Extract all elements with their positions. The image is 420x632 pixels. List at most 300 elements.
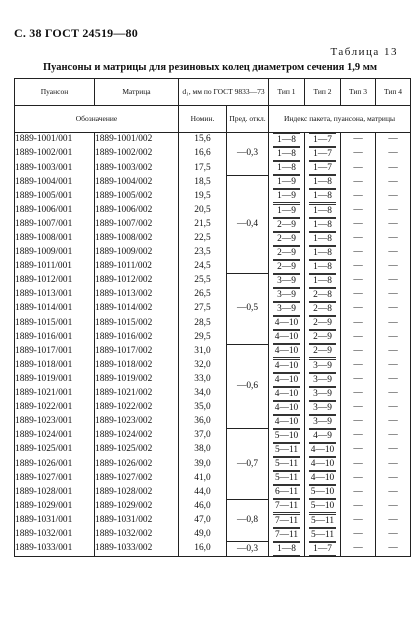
table-row: [15, 485, 411, 499]
type1-index-value: 6—11: [274, 487, 299, 498]
die-code: 1889-1012/002: [95, 274, 179, 288]
type1-index: [269, 359, 305, 373]
type1-index-value: 2—9: [273, 246, 300, 260]
table-row: [15, 471, 411, 485]
type4-index: —: [376, 457, 411, 471]
nominal-diameter: 44,0: [179, 485, 227, 499]
table-row: [15, 175, 411, 189]
type2-index: [305, 542, 341, 557]
col-header-designation: Обозначение: [15, 106, 179, 133]
type1-index: [269, 246, 305, 260]
type2-index: [305, 274, 341, 288]
type2-index: [305, 161, 341, 175]
nominal-diameter: 41,0: [179, 471, 227, 485]
nominal-diameter: 18,5: [179, 175, 227, 189]
nominal-diameter: 15,6: [179, 133, 227, 148]
type4-index: —: [376, 415, 411, 429]
type4-index: —: [376, 147, 411, 161]
die-code: 1889-1005/002: [95, 189, 179, 203]
table-row: [15, 429, 411, 443]
type2-index: [305, 260, 341, 274]
type3-index: —: [341, 415, 376, 429]
punch-code: 1889-1028/001: [15, 485, 95, 499]
type1-index: [269, 330, 305, 344]
type2-index-value: 4—10: [310, 459, 335, 470]
nominal-diameter: 39,0: [179, 457, 227, 471]
die-code: 1889-1011/002: [95, 260, 179, 274]
type1-index-value: 5—11: [274, 459, 299, 470]
table-row: [15, 359, 411, 373]
type2-index-value: 3—9: [309, 401, 336, 415]
table-row: [15, 499, 411, 513]
type3-index: —: [341, 344, 376, 358]
type3-index: —: [341, 232, 376, 246]
type1-index-value: 5—11: [274, 473, 299, 484]
type2-index-value: 5—10: [310, 487, 335, 498]
type2-index: [305, 232, 341, 246]
type2-index-value: 5—11: [310, 529, 335, 540]
nominal-diameter: 35,0: [179, 401, 227, 415]
type3-index: —: [341, 443, 376, 457]
type2-index: [305, 246, 341, 260]
type1-index-value: 4—10: [274, 388, 299, 399]
table-row: [15, 330, 411, 344]
tolerance-limit: —0,5: [227, 274, 269, 344]
type1-index: [269, 344, 305, 358]
type1-index-value: 3—9: [273, 274, 300, 288]
type3-index: —: [341, 429, 376, 443]
type4-index: —: [376, 161, 411, 175]
type2-index-value: 2—8: [309, 302, 336, 316]
type2-index-value: 4—10: [310, 473, 335, 484]
punch-code: 1889-1005/001: [15, 189, 95, 203]
die-code: 1889-1014/002: [95, 302, 179, 316]
die-code: 1889-1006/002: [95, 203, 179, 217]
type4-index: —: [376, 218, 411, 232]
type1-index-value: 2—9: [273, 218, 300, 232]
type2-index-value: 1—7: [309, 147, 336, 161]
type1-index-value: 1—8: [273, 542, 300, 556]
tolerance-limit: —0,4: [227, 175, 269, 274]
col-header-die: Матрица: [95, 79, 179, 106]
type3-index: —: [341, 373, 376, 387]
type4-index: —: [376, 232, 411, 246]
type3-index: —: [341, 401, 376, 415]
type3-index: —: [341, 175, 376, 189]
die-code: 1889-1018/002: [95, 359, 179, 373]
die-code: 1889-1029/002: [95, 499, 179, 513]
type3-index: —: [341, 189, 376, 203]
type3-index: —: [341, 499, 376, 513]
type1-index: [269, 443, 305, 457]
type3-index: —: [341, 457, 376, 471]
type2-index: [305, 316, 341, 330]
type2-index: [305, 373, 341, 387]
type4-index: —: [376, 429, 411, 443]
die-code: 1889-1004/002: [95, 175, 179, 189]
nominal-diameter: 27,5: [179, 302, 227, 316]
die-code: 1889-1023/002: [95, 415, 179, 429]
type1-index: [269, 457, 305, 471]
type3-index: —: [341, 514, 376, 528]
table-row: [15, 514, 411, 528]
type2-index: [305, 499, 341, 513]
type1-index-value: 4—10: [274, 416, 299, 427]
type2-index: [305, 147, 341, 161]
die-code: 1889-1002/002: [95, 147, 179, 161]
table-body: [15, 133, 411, 557]
type4-index: —: [376, 288, 411, 302]
table-row: [15, 443, 411, 457]
table-row: [15, 232, 411, 246]
type4-index: —: [376, 274, 411, 288]
type1-index: [269, 133, 305, 148]
table-row: [15, 274, 411, 288]
type2-index: [305, 359, 341, 373]
type2-index: [305, 288, 341, 302]
col-header-type1: Тип 1: [269, 79, 305, 106]
nominal-diameter: 34,0: [179, 387, 227, 401]
die-code: 1889-1015/002: [95, 316, 179, 330]
type1-index: [269, 288, 305, 302]
die-code: 1889-1008/002: [95, 232, 179, 246]
type1-index-value: 5—11: [274, 445, 299, 456]
type1-index-value: 4—10: [274, 402, 299, 413]
table-row: [15, 147, 411, 161]
type2-index-value: 2—8: [309, 288, 336, 302]
nominal-diameter: 31,0: [179, 344, 227, 358]
type2-index: [305, 457, 341, 471]
table-row: [15, 316, 411, 330]
type1-index: [269, 232, 305, 246]
table-row: [15, 302, 411, 316]
nominal-diameter: 38,0: [179, 443, 227, 457]
nominal-diameter: 19,5: [179, 189, 227, 203]
table-title: Пуансоны и матрицы для резиновых колец диаметром сечения 1,9 мм: [42, 62, 378, 73]
type2-index-value: 1—8: [309, 189, 336, 203]
die-code: 1889-1009/002: [95, 246, 179, 260]
punch-code: 1889-1026/001: [15, 457, 95, 471]
die-code: 1889-1024/002: [95, 429, 179, 443]
type2-index: [305, 415, 341, 429]
type1-index: [269, 471, 305, 485]
punch-code: 1889-1022/001: [15, 401, 95, 415]
type1-index-value: 4—10: [274, 374, 299, 385]
col-header-index: Индекс пакета, пуансона, матрицы: [269, 106, 411, 133]
type4-index: —: [376, 514, 411, 528]
type4-index: —: [376, 373, 411, 387]
type4-index: —: [376, 485, 411, 499]
type3-index: —: [341, 542, 376, 557]
punch-code: 1889-1004/001: [15, 175, 95, 189]
nominal-diameter: 47,0: [179, 514, 227, 528]
type1-index: [269, 274, 305, 288]
type2-index-value: 5—11: [310, 515, 335, 526]
table-row: [15, 189, 411, 203]
type1-index-value: 5—10: [274, 431, 299, 442]
type3-index: —: [341, 471, 376, 485]
table-row: [15, 457, 411, 471]
col-header-nominal: Номин.: [179, 106, 227, 133]
punch-code: 1889-1033/001: [15, 542, 95, 557]
punch-code: 1889-1007/001: [15, 218, 95, 232]
nominal-diameter: 24,5: [179, 260, 227, 274]
die-code: 1889-1025/002: [95, 443, 179, 457]
type1-index: [269, 161, 305, 175]
type1-index-value: 1—8: [273, 133, 300, 147]
type2-index-value: 3—9: [309, 373, 336, 387]
type1-index: [269, 260, 305, 274]
type1-index: [269, 147, 305, 161]
type1-index-value: 7—11: [274, 529, 299, 540]
type1-index-value: 3—9: [273, 302, 300, 316]
type1-index-value: 1—9: [273, 189, 300, 203]
table-row: [15, 528, 411, 542]
die-code: 1889-1033/002: [95, 542, 179, 557]
punch-code: 1889-1012/001: [15, 274, 95, 288]
type4-index: —: [376, 528, 411, 542]
type4-index: —: [376, 401, 411, 415]
type2-index: [305, 330, 341, 344]
type2-index-value: 1—8: [309, 204, 336, 218]
punch-code: 1889-1021/001: [15, 387, 95, 401]
type4-index: —: [376, 260, 411, 274]
type1-index-value: 2—9: [273, 232, 300, 246]
punch-code: 1889-1018/001: [15, 359, 95, 373]
type2-index: [305, 133, 341, 148]
nominal-diameter: 32,0: [179, 359, 227, 373]
punch-code: 1889-1006/001: [15, 203, 95, 217]
type1-index: [269, 218, 305, 232]
nominal-diameter: 22,5: [179, 232, 227, 246]
die-code: 1889-1001/002: [95, 133, 179, 148]
tolerance-limit: —0,7: [227, 429, 269, 499]
die-code: 1889-1022/002: [95, 401, 179, 415]
type1-index: [269, 203, 305, 217]
type4-index: —: [376, 359, 411, 373]
type2-index: [305, 485, 341, 499]
die-code: 1889-1017/002: [95, 344, 179, 358]
type2-index: [305, 387, 341, 401]
type2-index-value: 3—9: [309, 415, 336, 429]
table-row: [15, 161, 411, 175]
nominal-diameter: 28,5: [179, 316, 227, 330]
type3-index: —: [341, 203, 376, 217]
type2-index-value: 1—8: [309, 274, 336, 288]
tolerance-limit: —0,6: [227, 344, 269, 429]
nominal-diameter: 20,5: [179, 203, 227, 217]
punch-code: 1889-1029/001: [15, 499, 95, 513]
tolerance-limit: —0,3: [227, 133, 269, 176]
nominal-diameter: 23,5: [179, 246, 227, 260]
type3-index: —: [341, 260, 376, 274]
type2-index-value: 1—7: [309, 133, 336, 147]
type3-index: —: [341, 133, 376, 148]
die-code: 1889-1031/002: [95, 514, 179, 528]
type1-index: [269, 175, 305, 189]
die-code: 1889-1013/002: [95, 288, 179, 302]
type4-index: —: [376, 175, 411, 189]
die-code: 1889-1026/002: [95, 457, 179, 471]
type2-index-value: 1—8: [309, 232, 336, 246]
type3-index: —: [341, 288, 376, 302]
type1-index-value: 3—9: [273, 288, 300, 302]
type3-index: —: [341, 161, 376, 175]
type4-index: —: [376, 443, 411, 457]
type1-index-value: 4—10: [274, 360, 299, 371]
type3-index: —: [341, 330, 376, 344]
type3-index: —: [341, 147, 376, 161]
col-header-type4: Тип 4: [376, 79, 411, 106]
type4-index: —: [376, 302, 411, 316]
type1-index-value: 4—10: [274, 332, 299, 343]
type2-index: [305, 203, 341, 217]
punch-code: 1889-1024/001: [15, 429, 95, 443]
col-header-punch: Пуансон: [15, 79, 95, 106]
punch-code: 1889-1011/001: [15, 260, 95, 274]
table-row: [15, 401, 411, 415]
table-row: [15, 203, 411, 217]
punch-code: 1889-1002/001: [15, 147, 95, 161]
punch-code: 1889-1023/001: [15, 415, 95, 429]
punch-code: 1889-1001/001: [15, 133, 95, 148]
table-row: [15, 260, 411, 274]
gost-data-table: [14, 78, 411, 557]
type1-index: [269, 415, 305, 429]
type1-index-value: 1—9: [273, 175, 300, 189]
type1-index-value: 4—10: [274, 318, 299, 329]
die-code: 1889-1007/002: [95, 218, 179, 232]
type3-index: —: [341, 246, 376, 260]
type2-index-value: 1—8: [309, 260, 336, 274]
die-code: 1889-1016/002: [95, 330, 179, 344]
type4-index: —: [376, 499, 411, 513]
type3-index: —: [341, 528, 376, 542]
nominal-diameter: 46,0: [179, 499, 227, 513]
type2-index: [305, 471, 341, 485]
type2-index: [305, 528, 341, 542]
tolerance-limit: —0,8: [227, 499, 269, 541]
type4-index: —: [376, 189, 411, 203]
type1-index: [269, 528, 305, 542]
type1-index: [269, 542, 305, 557]
type2-index: [305, 189, 341, 203]
punch-code: 1889-1031/001: [15, 514, 95, 528]
nominal-diameter: 21,5: [179, 218, 227, 232]
type2-index-value: 1—8: [309, 175, 336, 189]
type2-index-value: 1—8: [309, 218, 336, 232]
type4-index: —: [376, 330, 411, 344]
type3-index: —: [341, 274, 376, 288]
punch-code: 1889-1008/001: [15, 232, 95, 246]
type2-index-value: 1—7: [309, 161, 336, 175]
table-row: [15, 415, 411, 429]
die-code: 1889-1032/002: [95, 528, 179, 542]
punch-code: 1889-1017/001: [15, 344, 95, 358]
type4-index: —: [376, 542, 411, 557]
type2-index-value: 4—10: [310, 445, 335, 456]
type2-index-value: 2—9: [309, 344, 336, 358]
type1-index: [269, 485, 305, 499]
nominal-diameter: 49,0: [179, 528, 227, 542]
type1-index-value: 1—8: [273, 147, 300, 161]
type4-index: —: [376, 344, 411, 358]
type2-index: [305, 514, 341, 528]
punch-code: 1889-1019/001: [15, 373, 95, 387]
die-code: 1889-1027/002: [95, 471, 179, 485]
type4-index: —: [376, 133, 411, 148]
type1-index: [269, 189, 305, 203]
type1-index: [269, 316, 305, 330]
nominal-diameter: 33,0: [179, 373, 227, 387]
nominal-diameter: 37,0: [179, 429, 227, 443]
type2-index: [305, 344, 341, 358]
type3-index: —: [341, 316, 376, 330]
table-row: [15, 387, 411, 401]
nominal-diameter: 25,5: [179, 274, 227, 288]
type3-index: —: [341, 485, 376, 499]
table-row: [15, 246, 411, 260]
type1-index: [269, 302, 305, 316]
nominal-diameter: 17,5: [179, 161, 227, 175]
type1-index: [269, 401, 305, 415]
type2-index: [305, 302, 341, 316]
type2-index: [305, 443, 341, 457]
type3-index: —: [341, 387, 376, 401]
die-code: 1889-1019/002: [95, 373, 179, 387]
table-row: [15, 542, 411, 557]
type2-index-value: 2—9: [309, 330, 336, 344]
punch-code: 1889-1027/001: [15, 471, 95, 485]
type4-index: —: [376, 387, 411, 401]
type1-index-value: 7—11: [274, 515, 299, 526]
nominal-diameter: 16,0: [179, 542, 227, 557]
nominal-diameter: 26,5: [179, 288, 227, 302]
type2-index-value: 3—9: [309, 359, 336, 373]
type4-index: —: [376, 246, 411, 260]
type1-index: [269, 373, 305, 387]
col-header-limit: Пред. откл.: [227, 106, 269, 133]
type2-index-value: 1—7: [309, 542, 336, 556]
type3-index: —: [341, 302, 376, 316]
punch-code: 1889-1014/001: [15, 302, 95, 316]
table-row: [15, 373, 411, 387]
type3-index: —: [341, 359, 376, 373]
type4-index: —: [376, 471, 411, 485]
page-header: С. 38 ГОСТ 24519—80: [14, 26, 138, 40]
punch-code: 1889-1003/001: [15, 161, 95, 175]
type1-index: [269, 514, 305, 528]
type2-index-value: 5—10: [310, 501, 335, 512]
punch-code: 1889-1032/001: [15, 528, 95, 542]
type1-index-value: 7—11: [274, 501, 299, 512]
punch-code: 1889-1025/001: [15, 443, 95, 457]
type4-index: —: [376, 203, 411, 217]
type2-index-value: 1—8: [309, 246, 336, 260]
type1-index: [269, 429, 305, 443]
table-row: [15, 344, 411, 358]
die-code: 1889-1003/002: [95, 161, 179, 175]
punch-code: 1889-1009/001: [15, 246, 95, 260]
die-code: 1889-1028/002: [95, 485, 179, 499]
table-row: [15, 218, 411, 232]
col-header-d1: d₁, мм по ГОСТ 9833—73: [179, 79, 269, 106]
table-row: [15, 288, 411, 302]
table-row: [15, 133, 411, 148]
type2-index-value: 4—9: [309, 429, 336, 443]
type1-index-value: 1—8: [273, 161, 300, 175]
type2-index: [305, 175, 341, 189]
